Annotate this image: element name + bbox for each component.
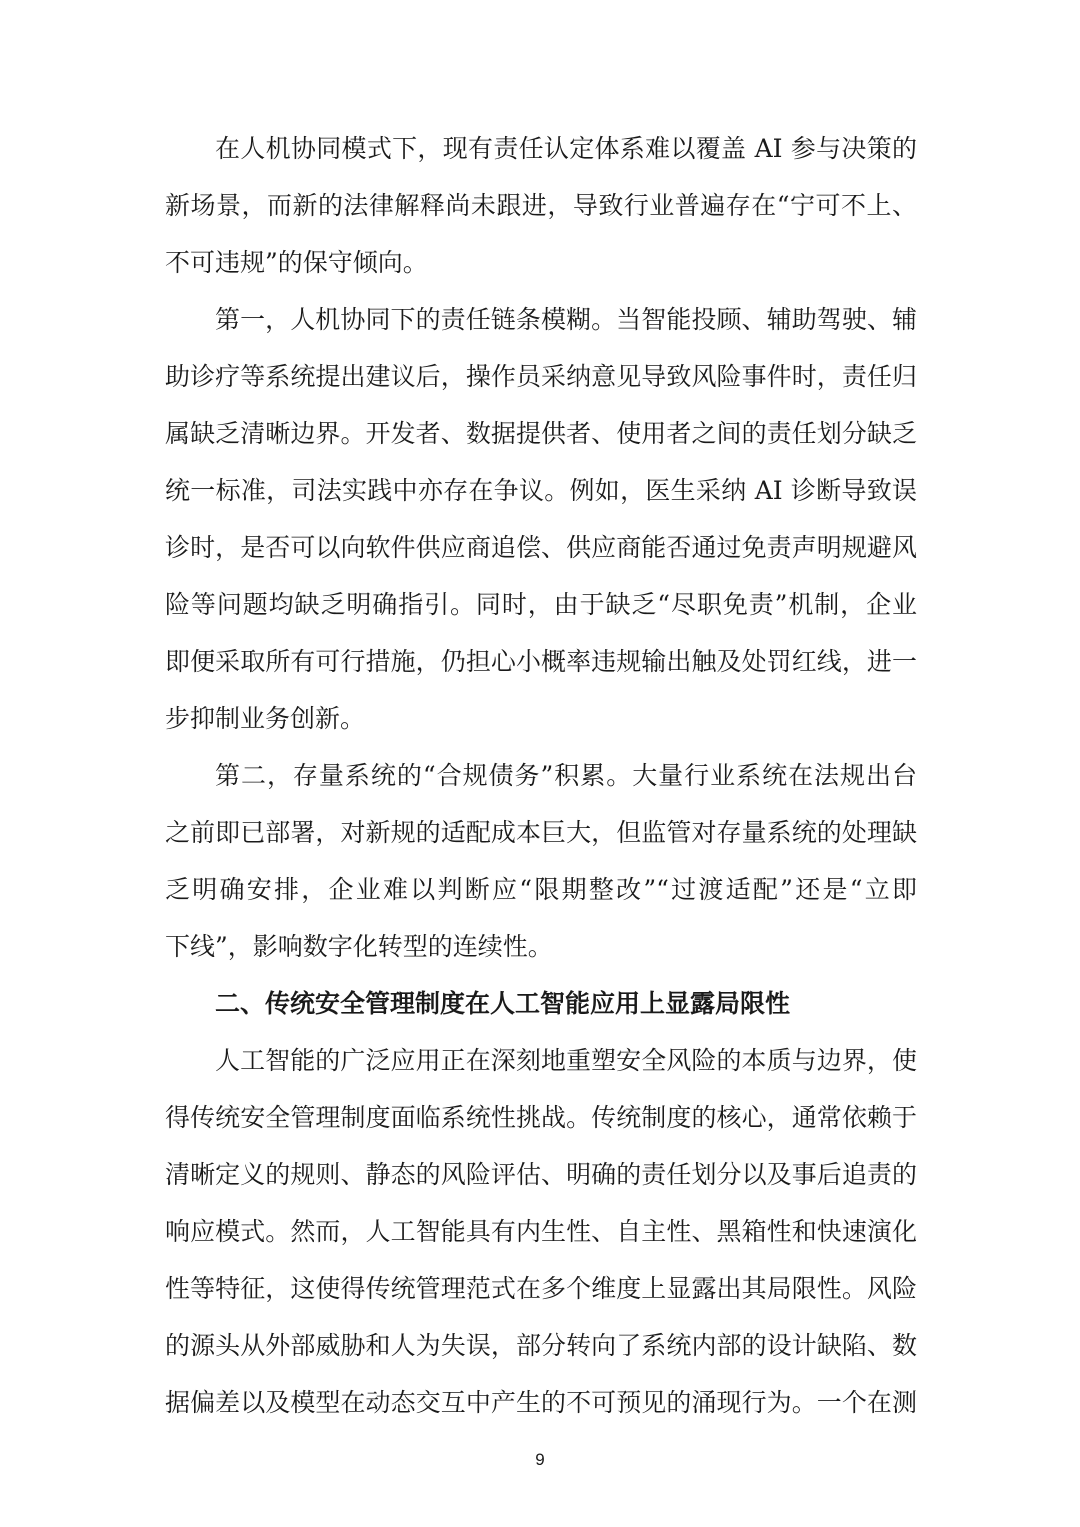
text-line: 响应模式。然而，人工智能具有内生性、自主性、黑箱性和快速演化 bbox=[165, 1217, 917, 1246]
text-line: 即便采取所有可行措施，仍担心小概率违规输出触及处罚红线，进一 bbox=[165, 647, 917, 676]
text-line: 的源头从外部威胁和人为失误，部分转向了系统内部的设计缺陷、数 bbox=[165, 1331, 917, 1360]
document-body bbox=[165, 120, 917, 1431]
text-line: 第二，存量系统的“合规债务”积累。大量行业系统在法规出台 bbox=[215, 761, 917, 790]
section-heading: 二、传统安全管理制度在人工智能应用上显露局限性 bbox=[215, 989, 791, 1018]
text-line: 乏明确安排，企业难以判断应“限期整改”“过渡适配”还是“立即 bbox=[165, 875, 917, 904]
text-line: 险等问题均缺乏明确指引。同时，由于缺乏“尽职免责”机制，企业 bbox=[165, 590, 917, 619]
text-line: 性等特征，这使得传统管理范式在多个维度上显露出其局限性。风险 bbox=[165, 1274, 917, 1303]
paragraph-1 bbox=[165, 120, 917, 291]
text-line: 属缺乏清晰边界。开发者、数据提供者、使用者之间的责任划分缺乏 bbox=[165, 419, 917, 448]
paragraph-3 bbox=[165, 747, 917, 975]
text-line: 第一，人机协同下的责任链条模糊。当智能投顾、辅助驾驶、辅 bbox=[215, 305, 917, 334]
text-line: 据偏差以及模型在动态交互中产生的不可预见的涌现行为。一个在测 bbox=[165, 1388, 917, 1417]
paragraph-2 bbox=[165, 291, 917, 747]
text-line: 之前即已部署，对新规的适配成本巨大，但监管对存量系统的处理缺 bbox=[165, 818, 917, 847]
text-line: 统一标准，司法实践中亦存在争议。例如，医生采纳 AI 诊断导致误 bbox=[165, 476, 917, 505]
text-line: 助诊疗等系统提出建议后，操作员采纳意见导致风险事件时，责任归 bbox=[165, 362, 917, 391]
text-line: 诊时，是否可以向软件供应商追偿、供应商能否通过免责声明规避风 bbox=[165, 533, 917, 562]
text-line: 下线”，影响数字化转型的连续性。 bbox=[165, 932, 553, 961]
page-number: 9 bbox=[535, 1450, 545, 1469]
text-line: 步抑制业务创新。 bbox=[165, 704, 366, 733]
text-line: 新场景，而新的法律解释尚未跟进，导致行业普遍存在“宁可不上、 bbox=[165, 191, 917, 220]
text-line: 人工智能的广泛应用正在深刻地重塑安全风险的本质与边界，使 bbox=[215, 1046, 917, 1075]
text-line: 得传统安全管理制度面临系统性挑战。传统制度的核心，通常依赖于 bbox=[165, 1103, 917, 1132]
text-line: 在人机协同模式下，现有责任认定体系难以覆盖 AI 参与决策的 bbox=[215, 134, 917, 163]
text-line: 不可违规”的保守倾向。 bbox=[165, 248, 428, 277]
paragraph-4 bbox=[165, 1032, 917, 1431]
text-line: 清晰定义的规则、静态的风险评估、明确的责任划分以及事后追责的 bbox=[165, 1160, 917, 1189]
